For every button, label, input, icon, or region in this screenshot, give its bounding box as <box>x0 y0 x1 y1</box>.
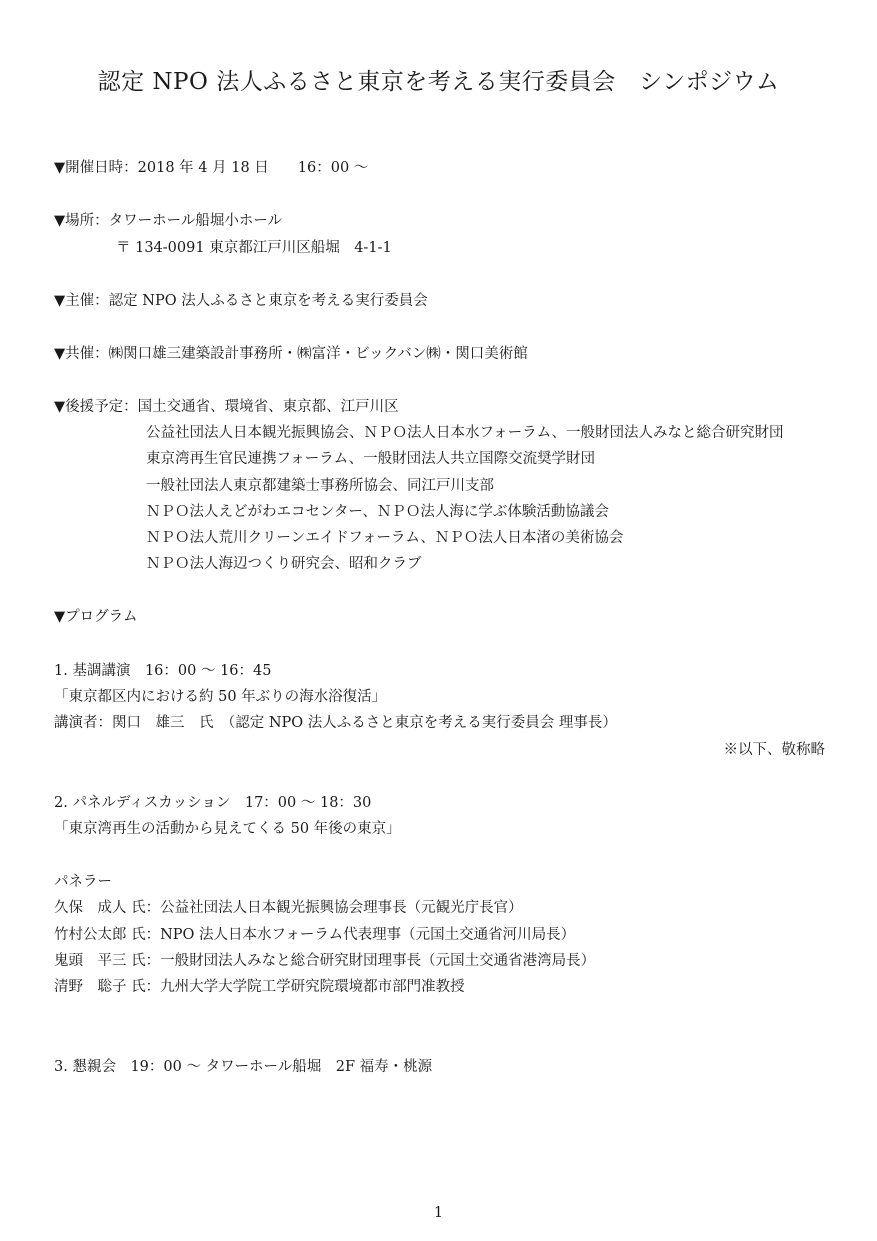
keynote-speaker: 講演者：関口 雄三 氏 （認定 NPO 法人ふるさと東京を考える実行委員会 理事長） <box>54 715 617 731</box>
document-title: 認定 NPO 法人ふるさと東京を考える実行委員会 シンポジウム <box>97 69 780 95</box>
keynote-heading: 1. 基調講演 16：00 〜 16：45 <box>54 663 272 679</box>
cosponsor-line: ▼共催：㈱関口雄三建築設計事務所・㈱富洋・ビックバン㈱・関口美術館 <box>54 346 528 362</box>
support-item: ＮＰＯ法人海辺つくり研究会、昭和クラブ <box>146 556 422 572</box>
keynote-topic: 「東京都区内における約 50 年ぶりの海水浴復活」 <box>54 689 387 705</box>
panelist-row: 清野 聡子 氏：九州大学大学院工学研究院環境都市部門准教授 <box>54 979 465 995</box>
panelist-row: 鬼頭 平三 氏：一般財団法人みなと総合研究財団理事長（元国土交通省港湾局長） <box>54 953 596 969</box>
support-item: 一般社団法人東京都建築士事務所協会、同江戸川支部 <box>146 478 494 494</box>
support-item: ＮＰＯ法人荒川クリーンエイドフォーラム、ＮＰＯ法人日本渚の美術協会 <box>146 530 624 546</box>
organizer-line: ▼主催：認定 NPO 法人ふるさと東京を考える実行委員会 <box>54 293 428 309</box>
address-line: 〒 134-0091 東京都江戸川区船堀 4-1-1 <box>116 240 392 256</box>
honorific-note: ※以下、敬称略 <box>723 742 825 758</box>
panel-discussion-heading: 2. パネルディスカッション 17：00 〜 18：30 <box>54 795 372 811</box>
panel-discussion-topic: 「東京湾再生の活動から見えてくる 50 年後の東京」 <box>54 821 401 837</box>
panelists-heading: パネラー <box>54 874 112 890</box>
date-line: ▼開催日時：2018 年 4 月 18 日 16：00 〜 <box>54 160 369 176</box>
page-number: 1 <box>433 1205 444 1221</box>
reception-heading: 3. 懇親会 19：00 〜 タワーホール船堀 2F 福寿・桃源 <box>54 1059 433 1075</box>
program-heading: ▼プログラム <box>54 609 138 625</box>
support-line: ▼後援予定：国土交通省、環境省、東京都、江戸川区 <box>54 399 399 415</box>
support-item: 公益社団法人日本観光振興協会、ＮＰＯ法人日本水フォーラム、一般財団法人みなと総合研究財団 <box>146 425 784 441</box>
panelist-row: 久保 成人 氏：公益社団法人日本観光振興協会理事長（元観光庁長官） <box>54 900 523 916</box>
venue-line: ▼場所：タワーホール船堀小ホール <box>54 213 283 229</box>
panelist-row: 竹村公太郎 氏：NPO 法人日本水フォーラム代表理事（元国土交通省河川局長） <box>54 927 576 943</box>
support-item: 東京湾再生官民連携フォーラム、一般財団法人共立国際交流奨学財団 <box>146 451 596 467</box>
support-item: ＮＰＯ法人えどがわエコセンター、ＮＰＯ法人海に学ぶ体験活動協議会 <box>146 504 609 520</box>
